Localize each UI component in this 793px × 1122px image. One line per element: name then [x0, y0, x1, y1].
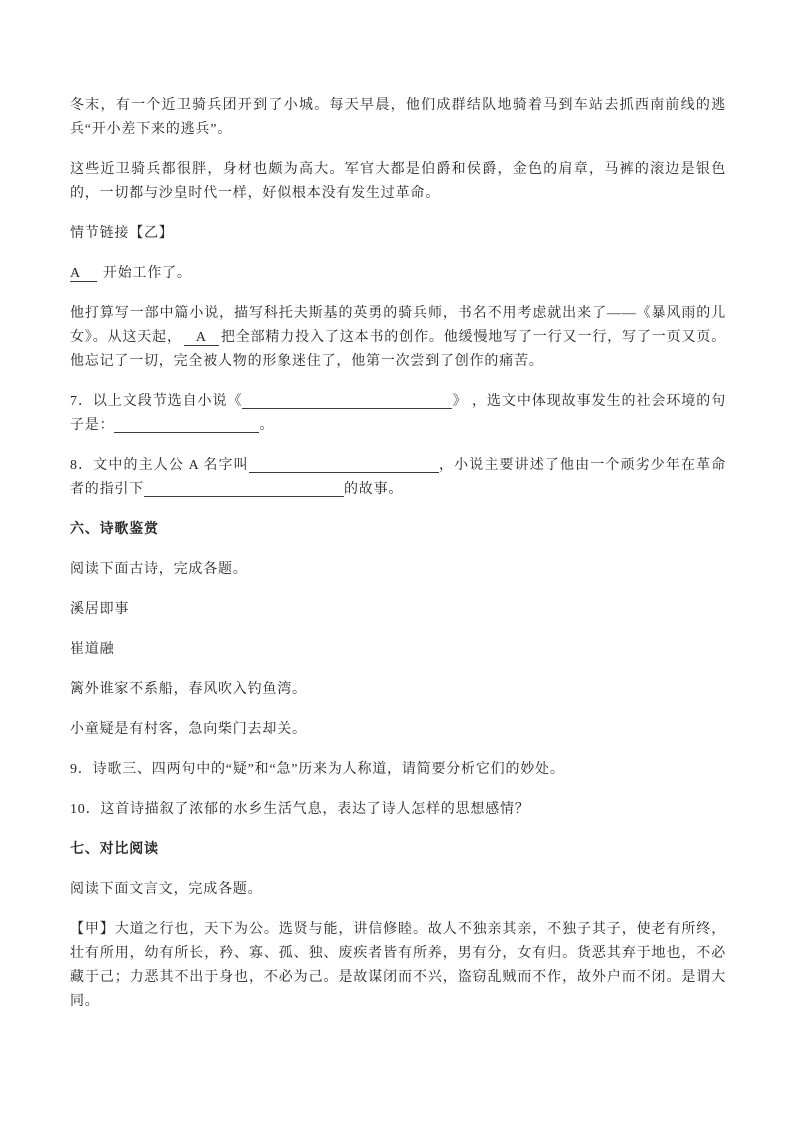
plot-link-label: 情节链接【乙】: [70, 226, 174, 241]
section-heading-comparison: 七、对比阅读: [70, 842, 159, 857]
answer-blank: [114, 419, 259, 433]
poetry-intro: 阅读下面古诗，完成各题。: [70, 562, 248, 577]
line-a-text: 开始工作了。: [102, 266, 192, 281]
poem-line-2: 小童疑是有村客，急向柴门去却关。: [70, 722, 307, 737]
character-a-underlined: A: [184, 330, 219, 346]
comparison-intro: 阅读下面文言文，完成各题。: [70, 882, 263, 897]
poem-author: 崔道融: [70, 642, 115, 657]
novel-paragraph-2: 这些近卫骑兵都很胖，身材也颇为高大。军官大都是伯爵和侯爵，金色的肩章，马裤的滚边是银色的，一切都与沙皇时代一样，好似根本没有发生过革命。: [70, 162, 726, 201]
question-8: [70, 454, 726, 502]
line-a-starts-work: [70, 262, 726, 286]
section-heading-poetry: 六、诗歌鉴赏: [70, 522, 159, 537]
character-a-underlined: A: [70, 266, 97, 282]
question-8-seg1: 8．文中的主人公 A 名字叫: [70, 458, 249, 473]
poem-title: 溪居即事: [70, 602, 130, 617]
passage-jia: 【甲】大道之行也，天下为公。选贤与能，讲信修睦。故人不独亲其亲，不独子其子，使老有所终，壮有所用，幼有所长，矜、寡、孤、独、废疾者皆有所养，男有分，女有归。货恶其弃于地也，不必藏于己；力恶其不出于身也，不必为己。是故谋闭而不兴，盗窃乱贼而不作，故外户而不闭。是谓大同。: [70, 922, 726, 1009]
novel-paragraph-3: [70, 302, 726, 374]
answer-blank: [249, 459, 439, 473]
question-8-seg2: ，小说主要讲述了他由一个顽劣少年在革命者的指引下: [70, 458, 726, 497]
answer-blank: [144, 483, 344, 497]
question-7: [70, 390, 726, 438]
novel-paragraph-3-seg2: 把全部精力投入了这本书的创作。他缓慢地写了一行又一行，写了一页又页。他忘记了一切，完全被人物的形象迷住了，他第一次尝到了创作的痛苦。: [70, 330, 726, 369]
question-8-seg3: 的故事。: [344, 482, 404, 497]
question-9: 9．诗歌三、四两句中的“疑”和“急”历来为人称道，请简要分析它们的妙处。: [70, 762, 565, 777]
answer-blank: [242, 395, 452, 409]
novel-paragraph-3-seg1: 他打算写一部中篇小说，描写科托夫斯基的英勇的骑兵师，书名不用考虑就出来了——《暴风雨的儿女》。从这天起，: [70, 306, 726, 345]
poem-line-1: 篱外谁家不系船，春风吹入钓鱼湾。: [70, 682, 307, 697]
novel-paragraph-1: 冬末，有一个近卫骑兵团开到了小城。每天早晨，他们成群结队地骑着马到车站去抓西南前线的逃兵“开小差下来的逃兵”。: [70, 98, 726, 137]
question-7-seg1: 7．以上文段节选自小说《: [70, 394, 243, 409]
question-7-seg3: 。: [259, 418, 275, 433]
question-10: 10．这首诗描叙了浓郁的水乡生活气息，表达了诗人怎样的思想感情？: [70, 802, 530, 817]
question-7-seg2: 》 ，选文中体现故事发生的社会环境的句子是：: [70, 394, 726, 433]
document-content: [70, 94, 726, 1030]
